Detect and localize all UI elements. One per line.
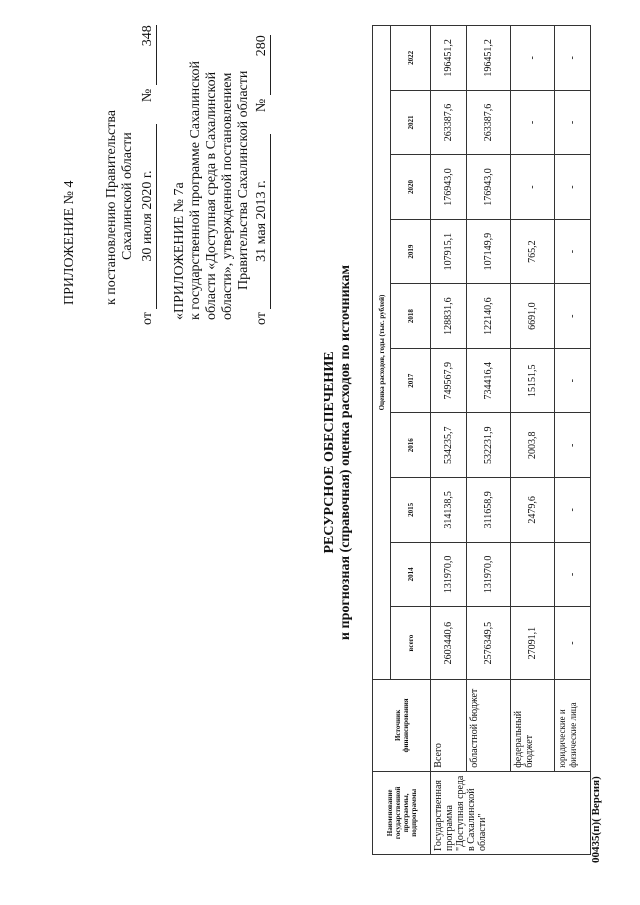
value-cell: - xyxy=(555,155,591,220)
appendix7a-line4: Правительства Сахалинской области xyxy=(236,70,251,290)
value-cell: 6691,0 xyxy=(511,284,555,349)
value-cell: 196451,2 xyxy=(431,26,467,91)
value-cell: 131970,0 xyxy=(467,542,511,607)
value-cell: - xyxy=(555,542,591,607)
appendix7a-number: 280 xyxy=(254,35,271,95)
header-program: Наименование государственной программы, подпрограммы xyxy=(373,771,431,854)
source-cell: федеральный бюджет xyxy=(511,680,555,772)
year-header: 2014 xyxy=(391,542,431,607)
resources-table xyxy=(372,25,591,855)
year-header: 2020 xyxy=(391,155,431,220)
document-subtitle: и прогнозная (справочная) оценка расходов по источникам xyxy=(338,264,353,641)
program-name-cell: Государственная программа "Доступная среда в Сахалинской области" xyxy=(431,771,591,854)
value-cell: - xyxy=(555,348,591,413)
appendix7a-line2: области «Доступная среда в Сахалинской xyxy=(204,71,219,320)
value-cell: 2576349,5 xyxy=(467,607,511,680)
table-row xyxy=(511,26,555,855)
appendix4-title: ПРИЛОЖЕНИЕ № 4 xyxy=(62,180,77,305)
year-header: 2022 xyxy=(391,26,431,91)
appendix7a-date: 31 мая 2013 г. xyxy=(254,134,271,309)
value-cell: 734416,4 xyxy=(467,348,511,413)
value-cell: 749567,9 xyxy=(431,348,467,413)
value-cell: 2603440,6 xyxy=(431,607,467,680)
year-header: всего xyxy=(391,607,431,680)
value-cell: 263387,6 xyxy=(467,90,511,155)
document-title: РЕСУРСНОЕ ОБЕСПЕЧЕНИЕ xyxy=(322,351,337,554)
appendix4-from-label: от xyxy=(140,312,155,325)
value-cell: 263387,6 xyxy=(431,90,467,155)
value-cell: 27091,1 xyxy=(511,607,555,680)
appendix7a-number-sign: № xyxy=(254,98,269,113)
value-cell: - xyxy=(555,478,591,543)
value-cell: 107149,9 xyxy=(467,219,511,284)
appendix7a-date-line xyxy=(254,35,271,325)
header-estimate: Оценка расходов, годы (тыс. рублей) xyxy=(373,26,391,680)
value-cell: 176943,0 xyxy=(467,155,511,220)
appendix7a-title: «ПРИЛОЖЕНИЕ № 7а xyxy=(172,182,187,320)
table-row xyxy=(467,26,511,855)
value-cell: 176943,0 xyxy=(431,155,467,220)
value-cell: 311658,9 xyxy=(467,478,511,543)
year-header: 2016 xyxy=(391,413,431,478)
document-code: 00435(п)( Версия) xyxy=(590,776,602,863)
table-row xyxy=(431,26,467,855)
year-header: 2015 xyxy=(391,478,431,543)
appendix7a-from-label: от xyxy=(254,312,269,325)
appendix7a-line1: к государственной программе Сахалинской xyxy=(188,61,203,320)
value-cell: - xyxy=(555,284,591,349)
value-cell: - xyxy=(555,607,591,680)
source-cell: юридические и физические лица xyxy=(555,680,591,772)
appendix4-number: 348 xyxy=(140,25,157,85)
appendix4-date-line xyxy=(140,25,157,325)
year-header: 2018 xyxy=(391,284,431,349)
table-header-row xyxy=(373,26,391,855)
year-header: 2019 xyxy=(391,219,431,284)
value-cell: 196451,2 xyxy=(467,26,511,91)
year-header: 2017 xyxy=(391,348,431,413)
value-cell: 534235,7 xyxy=(431,413,467,478)
value-cell: 107915,1 xyxy=(431,219,467,284)
header-source: Источник финансирования xyxy=(373,680,431,772)
appendix4-number-sign: № xyxy=(140,88,155,103)
value-cell: 131970,0 xyxy=(431,542,467,607)
value-cell: 314138,5 xyxy=(431,478,467,543)
value-cell: - xyxy=(511,90,555,155)
value-cell: 765,2 xyxy=(511,219,555,284)
appendix7a-line3: области», утвержденной постановлением xyxy=(220,72,235,320)
value-cell xyxy=(511,542,555,607)
source-cell: Всего xyxy=(431,680,467,772)
value-cell: 2003,8 xyxy=(511,413,555,478)
year-header: 2021 xyxy=(391,90,431,155)
value-cell: - xyxy=(511,155,555,220)
value-cell: - xyxy=(555,90,591,155)
appendix4-date: 30 июля 2020 г. xyxy=(140,124,157,309)
source-cell: областной бюджет xyxy=(467,680,511,772)
table-row xyxy=(555,26,591,855)
value-cell: - xyxy=(511,26,555,91)
appendix4-line2: Сахалинской области xyxy=(120,132,135,260)
value-cell: 128831,6 xyxy=(431,284,467,349)
value-cell: - xyxy=(555,26,591,91)
value-cell: 2479,6 xyxy=(511,478,555,543)
value-cell: - xyxy=(555,219,591,284)
appendix4-line1: к постановлению Правительства xyxy=(104,109,119,305)
value-cell: 122140,6 xyxy=(467,284,511,349)
value-cell: 532231,9 xyxy=(467,413,511,478)
value-cell: - xyxy=(555,413,591,478)
value-cell: 15151,5 xyxy=(511,348,555,413)
